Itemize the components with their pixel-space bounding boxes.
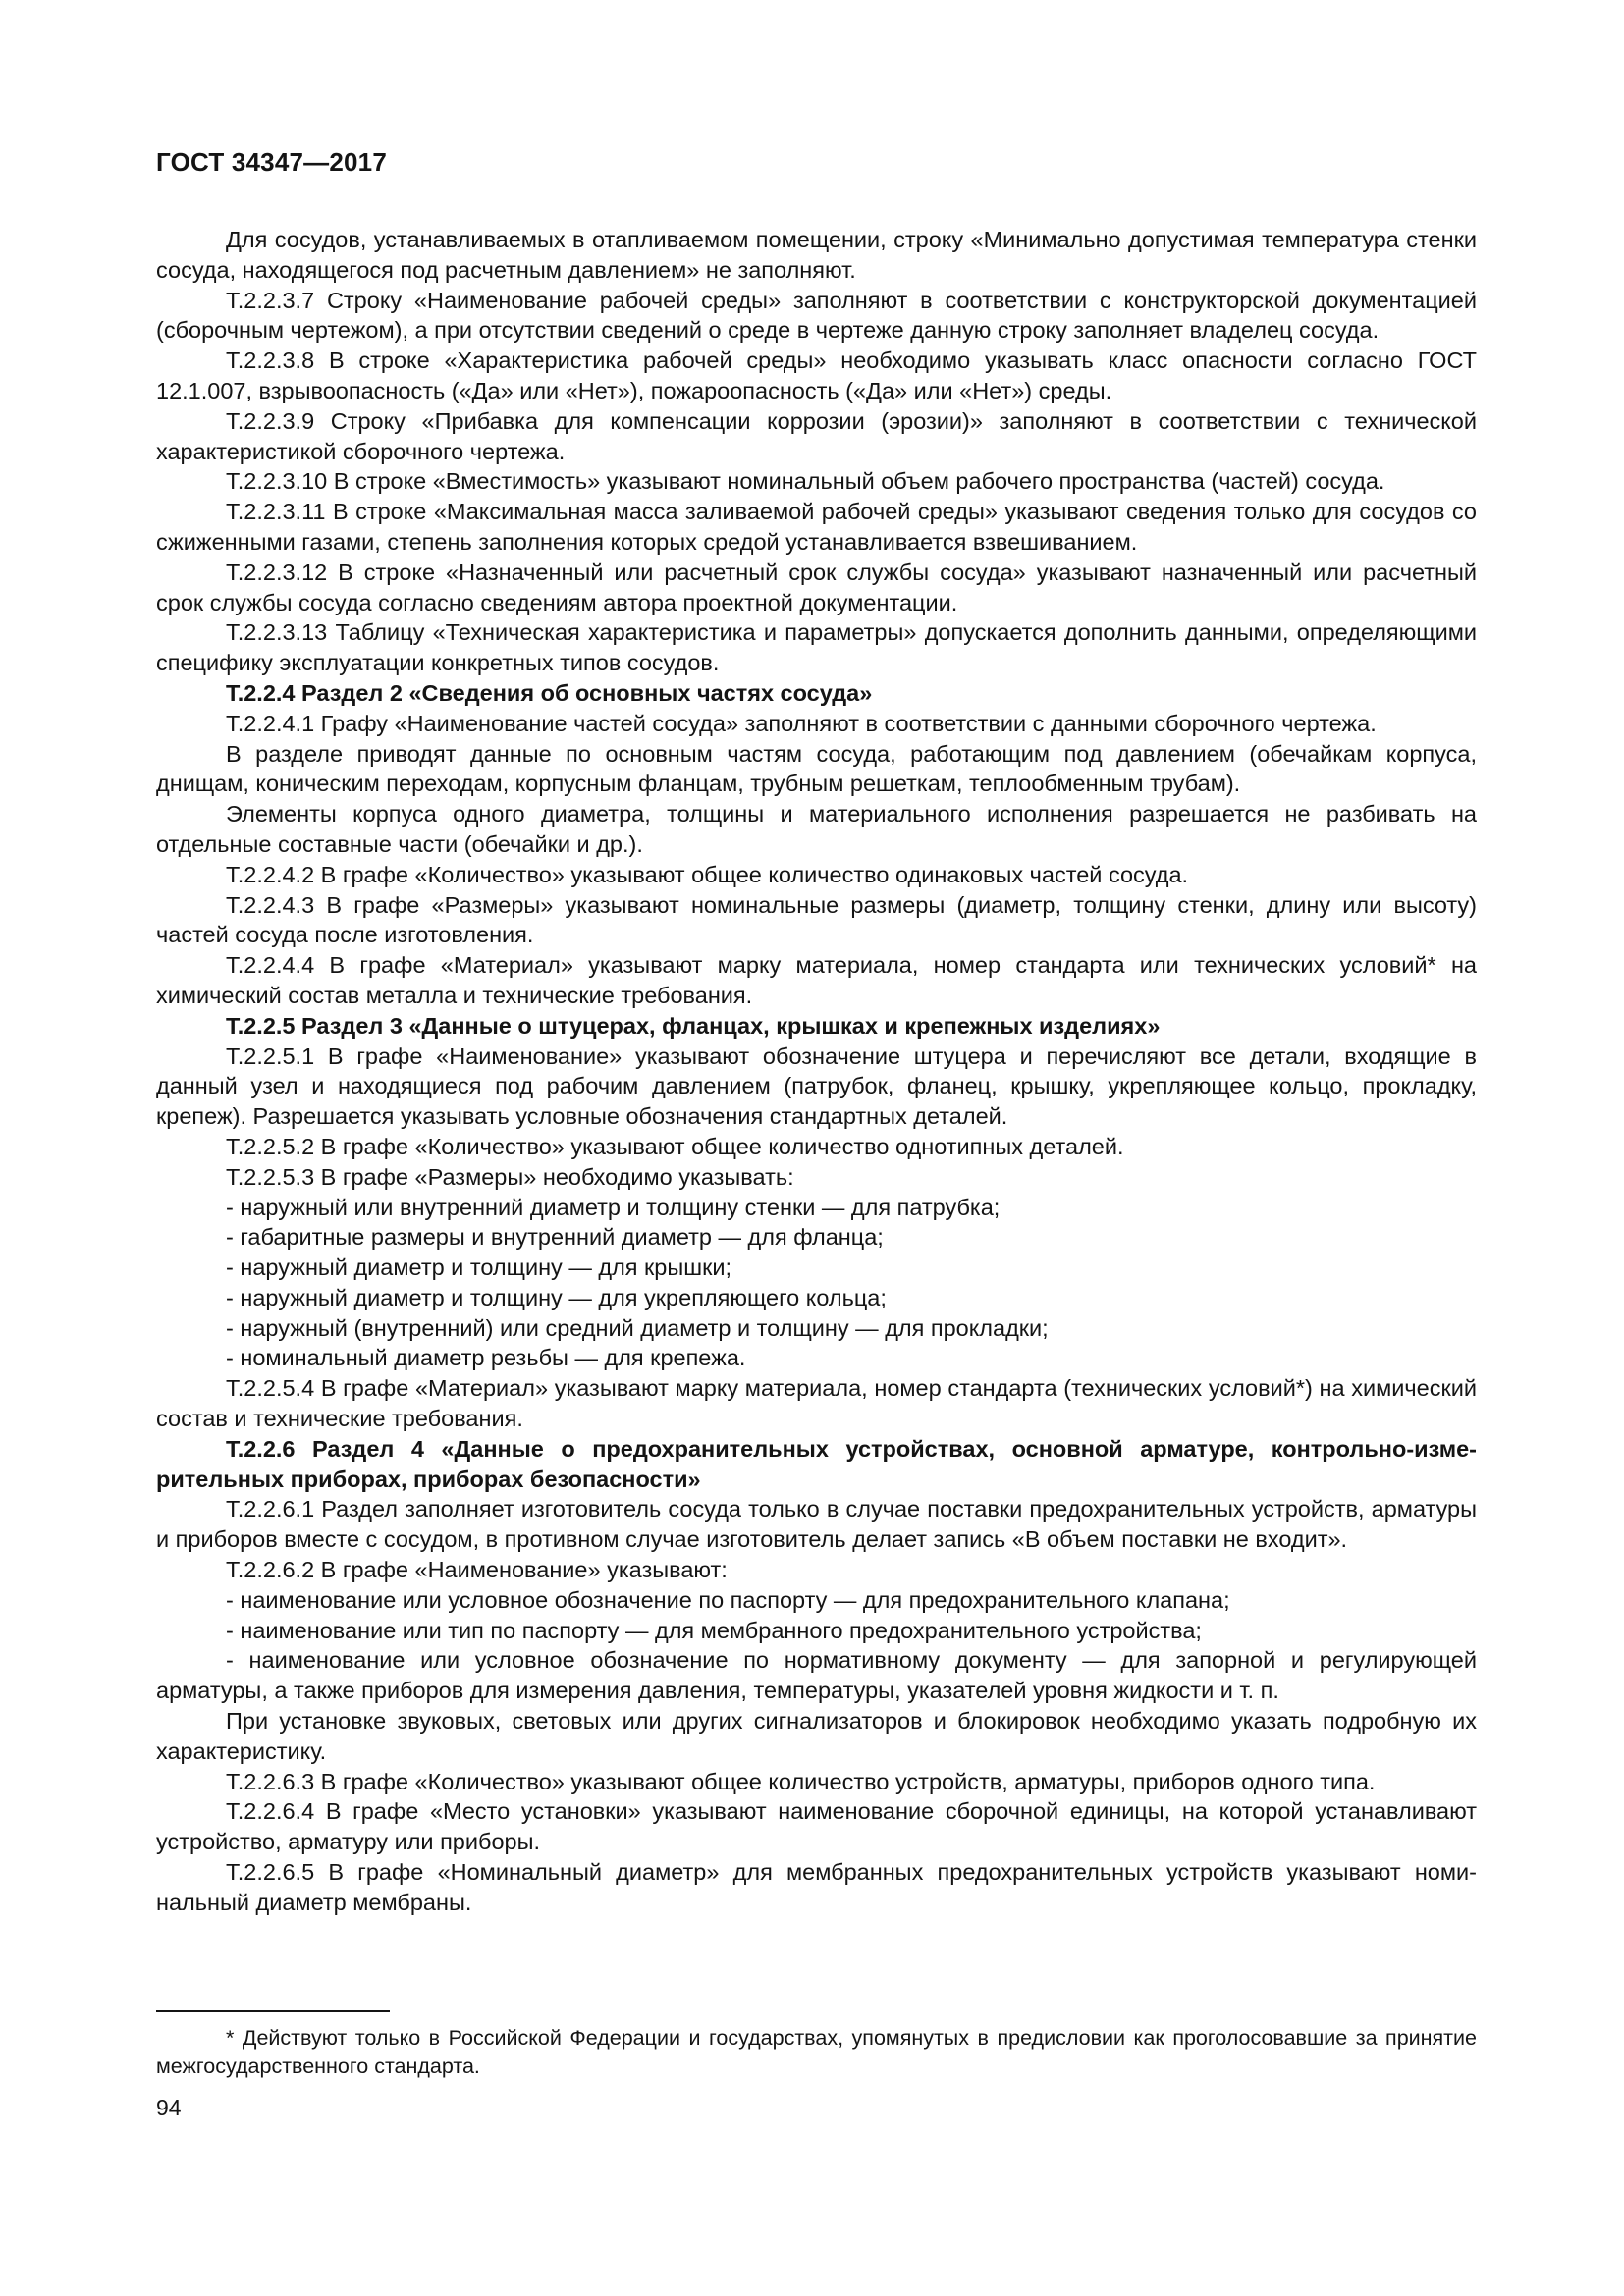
list-item: - номинальный диаметр резьбы — для крепежа. (226, 1345, 746, 1371)
document-body (156, 225, 1477, 1918)
paragraph: Т.2.2.6.5 В графе «Номинальный диаметр» для мембранных предохранительных устройств указывают номинальный диаметр мембраны. (156, 1859, 1477, 1915)
list-item: - наружный или внутренний диаметр и толщину стенки — для патрубка; (226, 1194, 1001, 1220)
paragraph: Т.2.2.3.7 Строку «Наименование рабочей среды» заполняют в соответствии с конструкторской документацией (сборочным чертежом), а при отсутствии сведений о среде в чертеже данную строку заполняет владелец сосуда. (156, 287, 1477, 344)
section-heading: Т.2.2.5 Раздел 3 «Данные о штуцерах, фланцах, крышках и крепежных изделиях» (226, 1012, 1161, 1039)
paragraph: Т.2.2.3.9 Строку «Прибавка для компенсации коррозии (эрозии)» заполняют в соответствии с технической характеристикой сборочного чертежа. (156, 407, 1477, 464)
paragraph: Т.2.2.4.3 В графе «Размеры» указывают номинальные размеры (диаметр, толщину стенки, длину или высоту) частей сосуда после изготовления. (156, 891, 1477, 948)
paragraph: Т.2.2.3.13 Таблицу «Техническая характеристика и параметры» допускается дополнить данными, определяющими специфику эксплуатации конкретных типов сосудов. (156, 619, 1477, 676)
list-item: - наименование или условное обозначение по паспорту — для предохранительного клапана; (226, 1586, 1230, 1613)
paragraph: Т.2.2.5.3 В графе «Размеры» необходимо указывать: (226, 1163, 794, 1190)
section-heading: Т.2.2.4 Раздел 2 «Сведения об основных частях сосуда» (226, 679, 873, 706)
paragraph: Т.2.2.6.4 В графе «Место установки» указывают наименование сборочной единицы, на которой устанавливают устройство, арматуру или приборы. (156, 1798, 1477, 1855)
paragraph: В разделе приводят данные по основным частям сосуда, работающим под давлением (обечайкам корпуса, днищам, коническим переходам, корпусным фланцам, трубным решеткам, теплообменным трубам). (156, 740, 1477, 797)
paragraph: Т.2.2.4.1 Графу «Наименование частей сосуда» заполняют в соответствии с данными сборочного чертежа. (226, 710, 1377, 736)
paragraph: Т.2.2.4.2 В графе «Количество» указывают общее количество одинаковых частей сосуда. (226, 861, 1189, 887)
paragraph: Т.2.2.3.10 В строке «Вместимость» указывают номинальный объем рабочего пространства (частей) сосуда. (226, 468, 1385, 495)
paragraph: Т.2.2.3.8 В строке «Характеристика рабочей среды» необходимо указывать класс опасности согласно ГОСТ 12.1.007, взрывоопасность («Да» или «Нет»), пожароопасность («Да» или «Нет») среды. (156, 347, 1477, 403)
paragraph: Т.2.2.6.1 Раздел заполняет изготовитель сосуда только в случае поставки предохранительных устройств, арматуры и приборов вместе с сосудом, в противном случае изготовитель делает запись «В объем поставки не входит». (156, 1496, 1477, 1553)
list-item: - наружный (внутренний) или средний диаметр и толщину — для прокладки; (226, 1314, 1049, 1341)
paragraph: Т.2.2.4.4 В графе «Материал» указывают марку материала, номер стандарта или технических условий* на химический состав металла и технические требования. (156, 952, 1477, 1008)
paragraph: Т.2.2.5.1 В графе «Наименование» указывают обозначение штуцера и перечисляют все детали, входящие в данный узел и находящиеся под рабочим давлением (патрубок, фланец, крышку, укрепляющее кольцо, прокладку, крепеж). Разрешается указывать условные обозначения стандартных деталей. (156, 1042, 1477, 1130)
paragraph: Элементы корпуса одного диаметра, толщины и материального исполнения разрешается не разбивать на отдельные составные части (обечайки и др.). (156, 801, 1477, 857)
paragraph: Т.2.2.6.2 В графе «Наименование» указывают: (226, 1557, 728, 1583)
document-header: ГОСТ 34347—2017 (156, 147, 387, 177)
list-item: - наружный диаметр и толщину — для крышки; (226, 1255, 732, 1281)
paragraph: Для сосудов, устанавливаемых в отапливаемом помещении, строку «Минимально допустимая температура стенки сосуда, находящегося под расчетным давлением» не заполняют. (156, 227, 1477, 283)
footnote: * Действуют только в Российской Федерации и государствах, упомянутых в предисловии как проголосовавшие за принятие межгосударственного стандарта. (156, 2026, 1477, 2078)
paragraph: Т.2.2.6.3 В графе «Количество» указывают общее количество устройств, арматуры, приборов одного типа. (226, 1768, 1376, 1794)
paragraph: Т.2.2.5.4 В графе «Материал» указывают марку материала, номер стандарта (технических условий*) на химический состав и технические требования. (156, 1375, 1477, 1432)
list-item: - наименование или тип по паспорту — для мембранного предохранительного устройства; (226, 1617, 1202, 1643)
footnote-divider (156, 2010, 390, 2012)
paragraph: Т.2.2.5.2 В графе «Количество» указывают общее количество однотипных деталей. (226, 1133, 1124, 1159)
list-item: - наружный диаметр и толщину — для укрепляющего кольца; (226, 1284, 887, 1310)
page-number: 94 (156, 2095, 182, 2120)
paragraph: При установке звуковых, световых или других сигнализаторов и блокировок необходимо указать подробную их характеристику. (156, 1708, 1477, 1764)
section-heading: Т.2.2.6 Раздел 4 «Данные о предохранительных устройствах, основной арматуре, контрольно-измерительных приборах, приборах безопасности» (156, 1435, 1477, 1492)
list-item: - наименование или условное обозначение по нормативному документу — для запорной и регулирующей арматуры, а также приборов для измерения давления, температуры, указателей уровня жидкости и т. п. (156, 1647, 1477, 1704)
list-item: - габаритные размеры и внутренний диаметр — для фланца; (226, 1224, 884, 1251)
paragraph: Т.2.2.3.12 В строке «Назначенный или расчетный срок службы сосуда» указывают назначенный или расчетный срок службы сосуда согласно сведениям автора проектной документации. (156, 559, 1477, 615)
paragraph: Т.2.2.3.11 В строке «Максимальная масса заливаемой рабочей среды» указывают сведения только для сосудов со сжиженными газами, степень заполнения которых средой устанавливается взвешиванием. (156, 499, 1477, 555)
